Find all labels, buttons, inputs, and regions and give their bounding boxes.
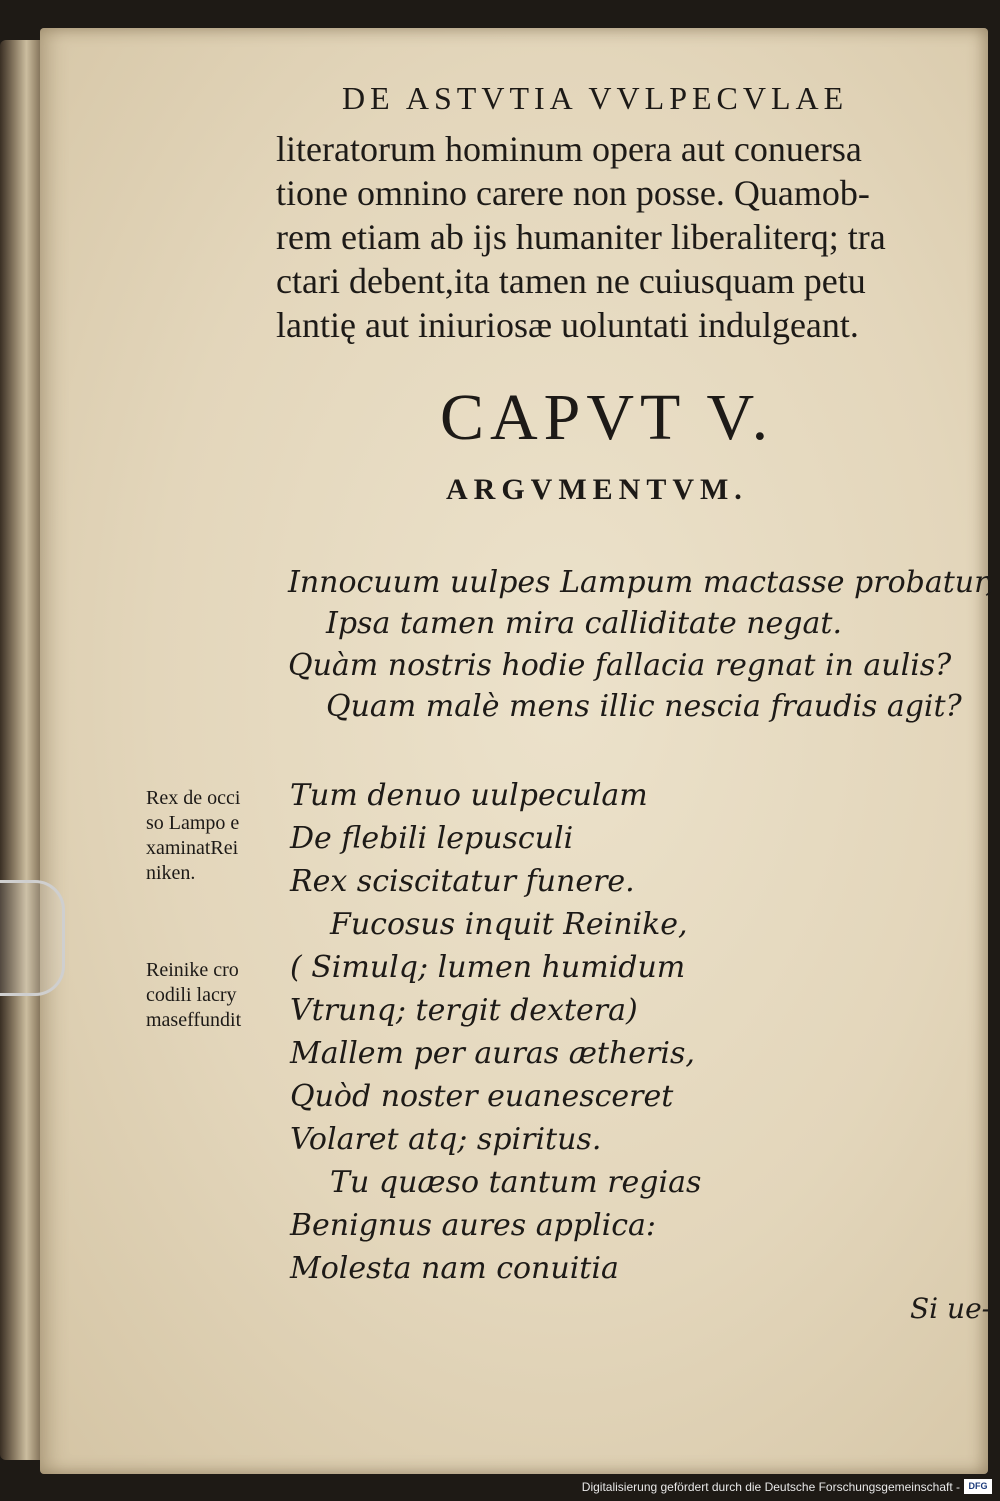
running-head: DE ASTVTIA VVLPECVLAE <box>342 80 849 116</box>
poem-line: Fucosus inquit Reinike, <box>330 907 688 942</box>
poem-line: Volaret atq; spiritus. <box>290 1122 602 1157</box>
margin-note <box>146 786 240 886</box>
margin-note-line: so Lampo e <box>146 812 240 834</box>
poem-line: Mallem per auras ætheris, <box>290 1036 695 1071</box>
poem-line: Molesta nam conuitia <box>290 1251 619 1286</box>
footer-credit: Digitalisierung gefördert durch die Deutsche Forschungsgemeinschaft - <box>581 1480 960 1494</box>
margin-note-line: maseffundit <box>146 1009 242 1031</box>
chapter-title: CAPVT V. <box>440 381 775 454</box>
poem-line: Tum denuo uulpeculam <box>290 778 648 813</box>
argument-verse: Ipsa tamen mira calliditate negat. <box>326 606 842 641</box>
poem-line: Benignus aures applica: <box>290 1208 657 1243</box>
poem-line: Quòd noster euanesceret <box>290 1079 674 1114</box>
margin-note-line: Rex de occi <box>146 787 241 809</box>
binding-strap <box>0 880 65 996</box>
prose-line: ctari debent,ita tamen ne cuiusquam petu <box>276 261 866 301</box>
margin-note-line: Reinike cro <box>146 959 239 981</box>
argument-verse: Quam malè mens illic nescia fraudis agit? <box>326 689 962 724</box>
margin-note-line: xaminatRei <box>146 837 239 859</box>
poem-line: Vtrunq; tergit dextera) <box>290 993 638 1028</box>
poem-line: De flebili lepusculi <box>290 821 574 856</box>
argument-verse: Quàm nostris hodie fallacia regnat in aulis? <box>288 648 952 683</box>
dfg-logo-icon: DFG <box>964 1479 992 1494</box>
prose-line: tione omnino carere non posse. Quamob- <box>276 173 870 213</box>
prose-line: lantię aut iniuriosæ uoluntati indulgeant. <box>276 305 859 345</box>
argument-title: ARGVMENTVM. <box>446 473 748 506</box>
poem-line: Tu quæso tantum regias <box>330 1165 702 1200</box>
prose-line: literatorum hominum opera aut conuersa <box>276 129 862 169</box>
margin-note-line: codili lacry <box>146 984 237 1006</box>
argument-verse: Innocuum uulpes Lampum mactasse probatur, <box>288 565 995 600</box>
prose-line: rem etiam ab ijs humaniter liberaliterq; tra <box>276 217 886 257</box>
poem-line: ( Simulq; lumen humidum <box>290 950 686 985</box>
catchword: Si ue- <box>910 1292 992 1325</box>
margin-note-line: niken. <box>146 862 196 884</box>
margin-note <box>146 958 241 1033</box>
poem-line: Rex sciscitatur funere. <box>290 864 635 899</box>
